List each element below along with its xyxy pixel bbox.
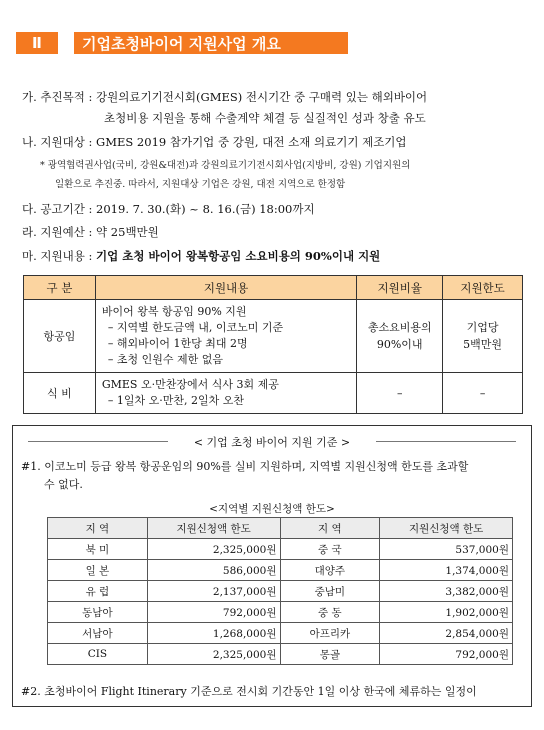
limit-amount: 792,000원 — [380, 644, 513, 665]
item-purpose — [22, 89, 427, 105]
region: 중남미 — [280, 581, 380, 602]
limit-amount: 2,325,000원 — [147, 644, 280, 665]
col-header: 지원한도 — [443, 276, 523, 300]
col-header: 지원신청액 한도 — [147, 518, 280, 539]
desc-line: – 해외바이어 1한당 최대 2명 — [107, 337, 248, 350]
desc-line: – 1일차 오·만찬, 2일차 오찬 — [107, 394, 244, 407]
item-key: 다. 공고기간 : — [22, 202, 93, 216]
support-table — [23, 275, 523, 414]
item-text: 강원의료기기전시회(GMES) 전시기간 중 구매력 있는 해외바이어 — [96, 90, 428, 104]
col-header: 지원내용 — [95, 276, 356, 300]
limit-amount: 586,000원 — [147, 560, 280, 581]
criteria-p1-line2: 수 없다. — [44, 478, 83, 491]
region: 대양주 — [280, 560, 380, 581]
limit-amount: 1,268,000원 — [147, 623, 280, 644]
item-text: GMES 2019 참가기업 중 강원, 대전 소재 의료기기 제조기업 — [96, 135, 407, 149]
criteria-p2: #2. 초청바이어 Flight Itinerary 기준으로 전시회 기간동안 1일 이상 한국에 체류하는 일정이 — [21, 685, 477, 698]
limit-amount: 2,325,000원 — [147, 539, 280, 560]
note-line-1: * 광역협력권사업(국비, 강원&대전)과 강원의료기기전시회사업(지방비, 강원) 기업지원의 — [40, 160, 411, 171]
table-header-row — [24, 276, 523, 300]
col-header: 지원신청액 한도 — [380, 518, 513, 539]
limit-line: 기업당 — [466, 321, 499, 334]
region: 중 동 — [280, 602, 380, 623]
limit-amount: 1,902,000원 — [380, 602, 513, 623]
limit-amount: 2,854,000원 — [380, 623, 513, 644]
limit-amount: 1,374,000원 — [380, 560, 513, 581]
desc-line: – 지역별 한도금액 내, 이코노미 기준 — [107, 321, 284, 334]
criteria-p1-line1: #1. 이코노미 등급 왕복 항공운임의 90%를 실비 지원하며, 지역별 지원신청액 한도를 초과할 — [21, 460, 469, 473]
item-content — [22, 248, 380, 264]
limit-header-row — [48, 518, 513, 539]
col-header: 지 역 — [48, 518, 148, 539]
region: 동남아 — [48, 602, 148, 623]
row-category: 식 비 — [24, 373, 96, 414]
limit-amount: 792,000원 — [147, 602, 280, 623]
desc-line: GMES 오·만찬장에서 식사 3회 제공 — [101, 378, 279, 391]
region: 유 럽 — [48, 581, 148, 602]
region: 아프리카 — [280, 623, 380, 644]
limit-amount: 2,137,000원 — [147, 581, 280, 602]
item-period — [22, 201, 315, 217]
item-text: 약 25백만원 — [96, 225, 159, 239]
table-row — [48, 539, 513, 560]
section-header — [16, 32, 348, 54]
row-ratio — [357, 300, 443, 373]
table-row — [48, 581, 513, 602]
desc-line: – 초청 인원수 제한 없음 — [107, 353, 223, 366]
col-header: 지원비율 — [357, 276, 443, 300]
row-ratio: – — [357, 373, 443, 414]
table-row — [24, 373, 523, 414]
item-text: 기업 초청 바이어 왕복항공임 소요비용의 90%이내 지원 — [96, 249, 381, 263]
table-row — [48, 602, 513, 623]
table-row — [48, 560, 513, 581]
section-number: Ⅱ — [16, 32, 58, 54]
criteria-title: < 기업 초청 바이어 지원 기준 > — [193, 436, 351, 449]
row-limit: – — [443, 373, 523, 414]
section-title: 기업초청바이어 지원사업 개요 — [74, 32, 348, 54]
region: 서남아 — [48, 623, 148, 644]
limit-table-title: <지역별 지원신청액 한도> — [209, 503, 335, 515]
desc-line: 바이어 왕복 항공임 90% 지원 — [101, 305, 247, 318]
table-row — [48, 623, 513, 644]
limit-table — [47, 517, 513, 665]
item-key: 라. 지원예산 : — [22, 225, 93, 239]
col-header: 구 분 — [24, 276, 96, 300]
table-row — [24, 300, 523, 373]
row-description — [95, 373, 356, 414]
region: 중 국 — [280, 539, 380, 560]
ratio-line: 90%이내 — [376, 338, 423, 351]
limit-amount: 3,382,000원 — [380, 581, 513, 602]
region: 북 미 — [48, 539, 148, 560]
row-category: 항공임 — [24, 300, 96, 373]
limit-amount: 537,000원 — [380, 539, 513, 560]
item-key: 나. 지원대상 : — [22, 135, 93, 149]
note-line-2: 일환으로 추진중. 따라서, 지원대상 기업은 강원, 대전 지역으로 한정함 — [55, 179, 346, 190]
table-row — [48, 644, 513, 665]
region: CIS — [48, 644, 148, 665]
ratio-line: 총소요비용의 — [367, 321, 432, 334]
col-header: 지 역 — [280, 518, 380, 539]
item-purpose-cont — [104, 110, 426, 126]
item-text: 초청비용 지원을 통해 수출계약 체결 등 실질적인 성과 창출 유도 — [104, 111, 426, 125]
region: 일 본 — [48, 560, 148, 581]
item-budget — [22, 224, 159, 240]
item-key: 마. 지원내용 : — [22, 249, 93, 263]
item-key: 가. 추진목적 : — [22, 90, 93, 104]
item-target — [22, 134, 407, 150]
row-description — [95, 300, 356, 373]
item-text: 2019. 7. 30.(화) ~ 8. 16.(금) 18:00까지 — [96, 202, 315, 216]
region: 몽골 — [280, 644, 380, 665]
row-limit — [443, 300, 523, 373]
limit-line: 5백만원 — [463, 338, 503, 351]
